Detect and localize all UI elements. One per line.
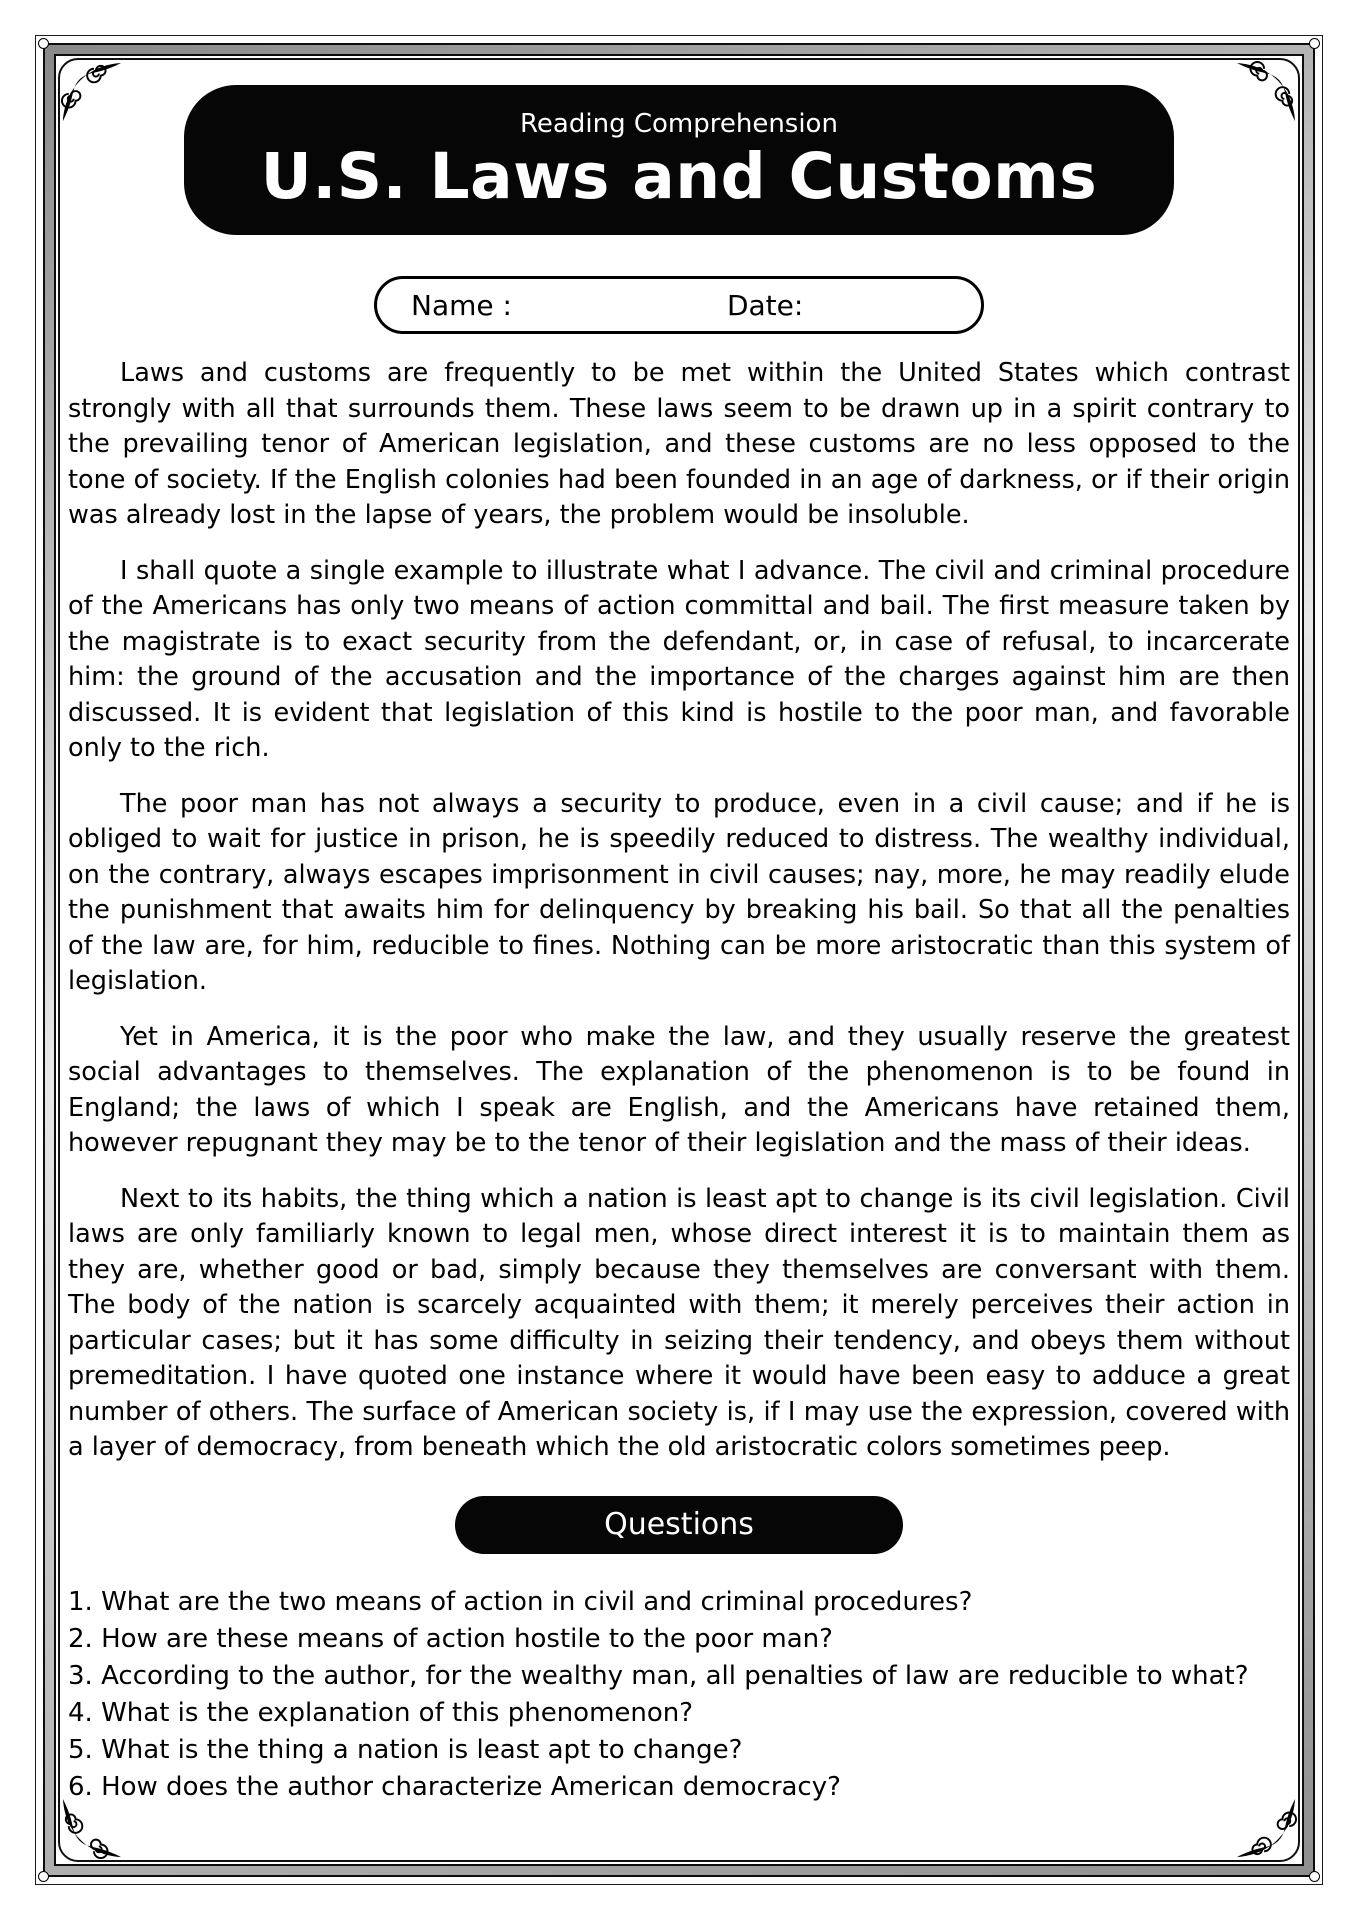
corner-screw-icon: [38, 38, 49, 49]
questions-list: [68, 1584, 1290, 1806]
name-date-field: [374, 276, 984, 334]
question-item: 4. What is the explanation of this phenomenon?: [68, 1697, 694, 1728]
question-item: 6. How does the author characterize American democracy?: [68, 1771, 841, 1802]
corner-screw-icon: [1309, 38, 1320, 49]
title-box: [184, 85, 1174, 235]
name-input-blank[interactable]: [512, 290, 727, 320]
passage-paragraph: Laws and customs are frequently to be met within the United States which contrast strongly with all that surrounds them. These laws seem to be drawn up in a spirit contrary to the prevailing tenor of American legislation, and these customs are no less opposed to the tone of society. If the English colonies had been founded in an age of darkness, or if their origin was already lost in the lapse of years, the problem would be insoluble.: [68, 358, 1290, 530]
passage-paragraph: Next to its habits, the thing which a nation is least apt to change is its civil legislation. Civil laws are only familiarly known to legal men, whose direct interest it is to maintain them as they are, whether good or bad, simply because they themselves are conversant with them. The body of the nation is scarcely acquainted with them; it merely perceives their action in particular cases; but it has some difficulty in seizing their tendency, and obeys them without premeditation. I have quoted one instance where it would have been easy to adduce a great number of others. The surface of American society is, if I may use the expression, covered with a layer of democracy, from beneath which the old aristocratic colors sometimes peep.: [68, 1183, 1290, 1462]
passage-paragraph: Yet in America, it is the poor who make the law, and they usually reserve the greatest social advantages to themselves. The explanation of the phenomenon is to be found in England; the laws of which I speak are English, and the Americans have retained them, however repugnant they may be to the tenor of their legislation and the mass of their ideas.: [68, 1021, 1290, 1158]
corner-screw-icon: [1309, 1871, 1320, 1882]
passage-paragraph: The poor man has not always a security to produce, even in a civil cause; and if he is obliged to wait for justice in prison, he is speedily reduced to distress. The wealthy individual, on the contrary, always escapes imprisonment in civil causes; nay, more, he may readily elude the punishment that awaits him for delinquency by breaking his bail. So that all the penalties of the law are, for him, reducible to fines. Nothing can be more aristocratic than this system of legislation.: [68, 788, 1290, 996]
questions-heading-pill: [455, 1496, 903, 1554]
question-item: 5. What is the thing a nation is least apt to change?: [68, 1734, 743, 1765]
corner-screw-icon: [38, 1871, 49, 1882]
name-label: Name :: [411, 288, 512, 322]
questions-heading-label: Questions: [604, 1507, 754, 1542]
date-label: Date:: [726, 288, 804, 322]
passage-paragraph: I shall quote a single example to illustrate what I advance. The civil and criminal procedure of the Americans has only two means of action committal and bail. The first measure taken by the magistrate is to exact security from the defendant, or, in case of refusal, to incarcerate him: the ground of the accusation and the importance of the charges against him are then discussed. It is evident that legislation of this kind is hostile to the poor man, and favorable only to the rich.: [68, 555, 1290, 763]
passage-section: [68, 356, 1290, 1466]
page-title: U.S. Laws and Customs: [260, 139, 1098, 213]
kicker-text: Reading Comprehension: [520, 108, 838, 139]
question-item: 1. What are the two means of action in civil and criminal procedures?: [68, 1586, 973, 1617]
content-area: [68, 58, 1290, 1862]
question-item: 2. How are these means of action hostile to the poor man?: [68, 1623, 833, 1654]
question-item: 3. According to the author, for the wealthy man, all penalties of law are reducible to what?: [68, 1660, 1249, 1691]
date-input-blank[interactable]: [803, 290, 947, 320]
